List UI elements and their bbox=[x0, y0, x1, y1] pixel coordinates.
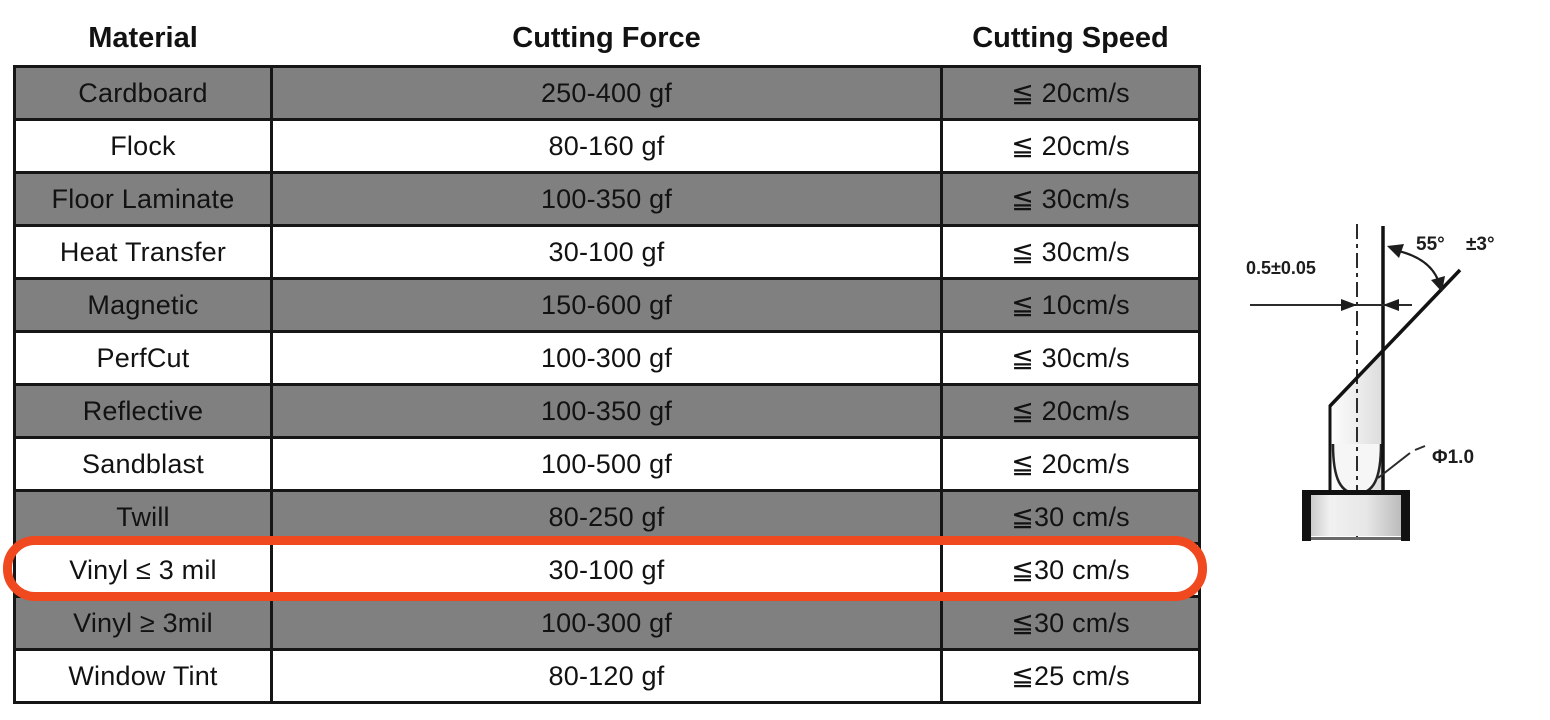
cutting-speed-cell: ≦30 cm/s bbox=[942, 491, 1200, 544]
blade-holder-right-edge bbox=[1401, 490, 1410, 541]
material-cell: Heat Transfer bbox=[15, 226, 272, 279]
blade-holder-left-edge bbox=[1302, 490, 1311, 541]
cutting-speed-cell: ≦ 20cm/s bbox=[942, 438, 1200, 491]
header-cutting-speed: Cutting Speed bbox=[972, 22, 1169, 54]
cutting-speed-cell: ≦ 30cm/s bbox=[942, 332, 1200, 385]
offset-arrow-right bbox=[1383, 299, 1399, 311]
material-cell: Cardboard bbox=[15, 67, 272, 120]
cutting-speed-cell: ≦ 20cm/s bbox=[942, 120, 1200, 173]
material-cell: PerfCut bbox=[15, 332, 272, 385]
cutting-speed-cell: ≦ 30cm/s bbox=[942, 226, 1200, 279]
angle-tolerance-label: ±3° bbox=[1466, 234, 1495, 255]
cutting-force-cell: 150-600 gf bbox=[272, 279, 942, 332]
table-row bbox=[15, 597, 1200, 650]
table-row bbox=[15, 67, 1200, 120]
cutting-force-cell: 30-100 gf bbox=[272, 544, 942, 597]
material-spec-table bbox=[13, 12, 1201, 704]
cutting-force-cell: 80-160 gf bbox=[272, 120, 942, 173]
cutting-speed-cell: ≦ 30cm/s bbox=[942, 173, 1200, 226]
table-row bbox=[15, 544, 1200, 597]
cutting-speed-cell: ≦25 cm/s bbox=[942, 650, 1200, 703]
blade-holder-bottom-edge bbox=[1311, 537, 1401, 540]
angle-arc-arrow-top bbox=[1387, 244, 1404, 258]
material-cell: Twill bbox=[15, 491, 272, 544]
cutting-force-cell: 100-500 gf bbox=[272, 438, 942, 491]
table-row bbox=[15, 438, 1200, 491]
material-spec-table-wrap bbox=[13, 12, 1201, 704]
table-header bbox=[15, 12, 1200, 67]
table-row bbox=[15, 332, 1200, 385]
blade-technical-diagram bbox=[1220, 210, 1520, 570]
cutting-speed-cell: ≦ 10cm/s bbox=[942, 279, 1200, 332]
material-cell: Sandblast bbox=[15, 438, 272, 491]
cutting-speed-cell: ≦ 20cm/s bbox=[942, 67, 1200, 120]
cutting-force-cell: 100-350 gf bbox=[272, 173, 942, 226]
table-row bbox=[15, 650, 1200, 703]
material-cell: Window Tint bbox=[15, 650, 272, 703]
blade-holder-top-edge bbox=[1302, 490, 1410, 495]
cutting-speed-cell: ≦30 cm/s bbox=[942, 597, 1200, 650]
header-row bbox=[15, 12, 1200, 67]
table-row bbox=[15, 173, 1200, 226]
blade-angle-line bbox=[1330, 270, 1460, 406]
cutting-speed-cell: ≦ 20cm/s bbox=[942, 385, 1200, 438]
cutting-force-cell: 30-100 gf bbox=[272, 226, 942, 279]
angle-label: 55° bbox=[1416, 234, 1445, 255]
cutting-force-cell: 100-350 gf bbox=[272, 385, 942, 438]
material-cell: Vinyl ≤ 3 mil bbox=[15, 544, 272, 597]
diameter-label: Φ1.0 bbox=[1432, 447, 1475, 468]
table-body bbox=[15, 67, 1200, 703]
table-row bbox=[15, 226, 1200, 279]
material-cell: Flock bbox=[15, 120, 272, 173]
cutting-force-cell: 100-300 gf bbox=[272, 597, 942, 650]
material-cell: Magnetic bbox=[15, 279, 272, 332]
diameter-leader-tick bbox=[1415, 446, 1425, 450]
table-row bbox=[15, 120, 1200, 173]
header-cutting-force: Cutting Force bbox=[512, 22, 701, 54]
blade-holder-fill bbox=[1304, 492, 1408, 536]
table-row bbox=[15, 279, 1200, 332]
cutting-force-cell: 80-250 gf bbox=[272, 491, 942, 544]
material-cell: Reflective bbox=[15, 385, 272, 438]
material-cell: Floor Laminate bbox=[15, 173, 272, 226]
cutting-speed-cell: ≦30 cm/s bbox=[942, 544, 1200, 597]
offset-arrow-left bbox=[1341, 299, 1357, 311]
cutting-force-cell: 80-120 gf bbox=[272, 650, 942, 703]
material-cell: Vinyl ≥ 3mil bbox=[15, 597, 272, 650]
cutting-force-cell: 100-300 gf bbox=[272, 332, 942, 385]
table-row bbox=[15, 385, 1200, 438]
header-material: Material bbox=[88, 22, 198, 54]
offset-label: 0.5±0.05 bbox=[1246, 258, 1316, 278]
cutting-force-cell: 250-400 gf bbox=[272, 67, 942, 120]
table-row bbox=[15, 491, 1200, 544]
